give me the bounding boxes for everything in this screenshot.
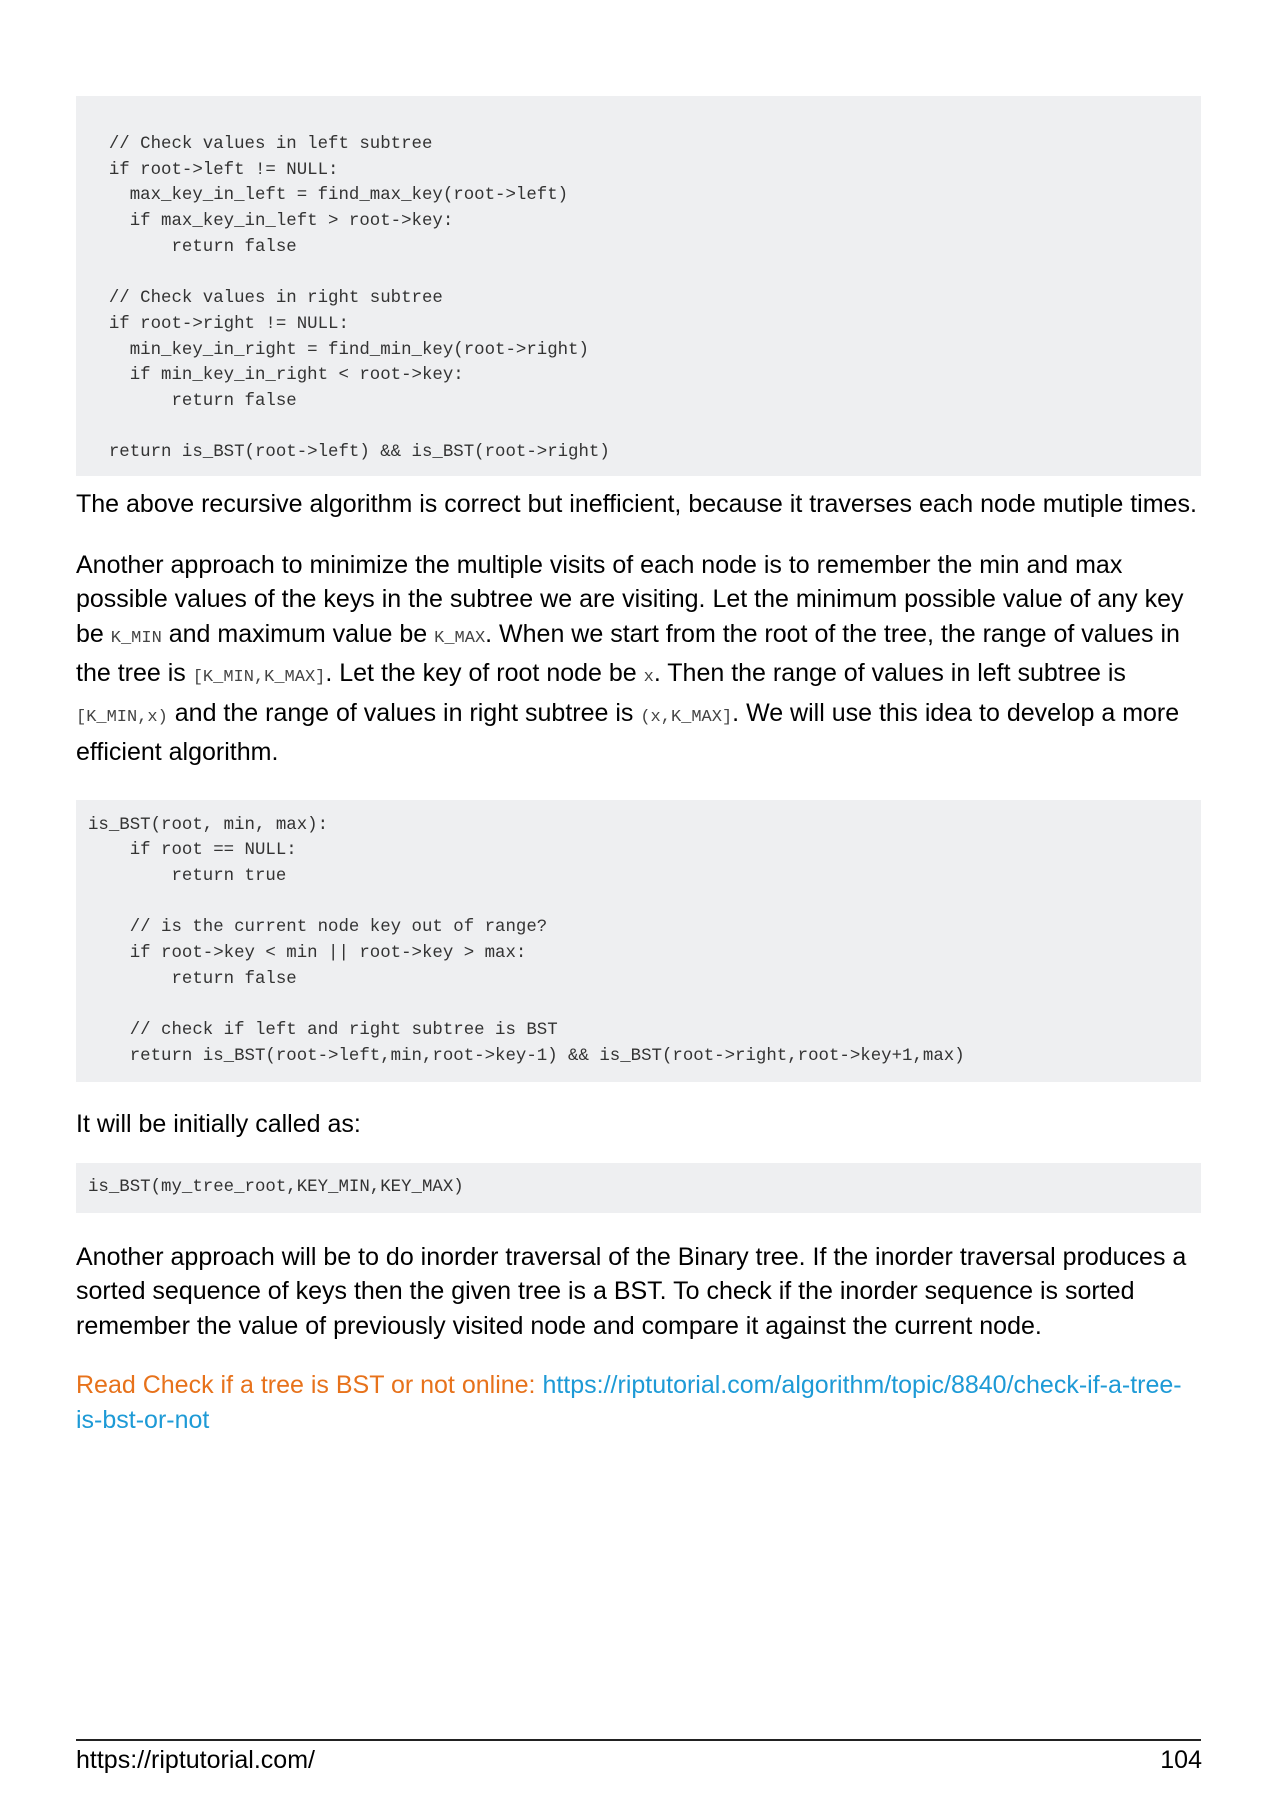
inline-code-right-range: (x,K_MAX] bbox=[640, 707, 733, 727]
read-online-prefix: Read Check if a tree is BST or not online: bbox=[76, 1371, 543, 1400]
text-run: . When we start from the root of the tree, the range of values in the tree is bbox=[76, 619, 1180, 688]
inline-code-k-max: K_MAX bbox=[434, 628, 486, 648]
read-online-link[interactable]: https://riptutorial.com/algorithm/topic/8840/check-if-a-tree-is-bst-or-not bbox=[76, 1371, 1182, 1434]
code-block-range-based bbox=[76, 800, 1201, 1082]
paragraph-minmax-approach bbox=[76, 548, 1201, 770]
paragraph-inorder: Another approach will be to do inorder traversal of the Binary tree. If the inorder traversal produces a sorted sequence of keys then the given tree is a BST. To check if the inorder sequence is sorted remember the value of previously visited node and compare it against the current node. bbox=[76, 1242, 1187, 1340]
footer-page-number: 104 bbox=[1160, 1746, 1202, 1774]
code-block-initial-call bbox=[76, 1163, 1201, 1213]
text-run: . Let the key of root node be bbox=[325, 659, 644, 688]
page-content bbox=[76, 96, 1201, 1437]
text-run: . We will use this idea to develop a more efficient algorithm. bbox=[76, 698, 1180, 767]
code-block-recursive-minmax bbox=[76, 96, 1201, 476]
text-run: Another approach to minimize the multiple visits of each node is to remember the min and max possible values of the keys in the subtree we are visiting. Let the minimum possible value of any key be bbox=[76, 550, 1184, 648]
footer-divider bbox=[76, 1739, 1201, 1741]
text-run: and maximum value be bbox=[161, 619, 435, 648]
inline-code-full-range: [K_MIN,K_MAX] bbox=[192, 668, 326, 688]
inline-code-k-min: K_MIN bbox=[110, 628, 162, 648]
inline-code-x: x bbox=[643, 668, 654, 688]
read-online-line bbox=[76, 1368, 1201, 1437]
code-text: is_BST(root, min, max): if root == NULL: return true // is the current node key out of range? if root->key < min || root->key > max: return false // check if left and right subtree is BST return is_BST(root->left,min,root->key-1) && is_BST(root->right,root->key+1,max) bbox=[88, 815, 965, 1066]
code-text: // Check values in left subtree if root->left != NULL: max_key_in_left = find_max_key(root->left) if max_key_in_left > root->key: return false // Check values in right subtree if root->right != NULL: min_key_in_right = find_min_key(root->right) if min_key_in_right < root->key: return false return is_BST(root->left) && is_BST(root->right) bbox=[108, 135, 610, 463]
text-run: . Then the range of values in left subtree is bbox=[653, 659, 1126, 688]
text-run: and the range of values in right subtree is bbox=[167, 698, 641, 727]
paragraph-inefficient: The above recursive algorithm is correct but inefficient, because it traverses each node mutiple times. bbox=[76, 490, 1197, 519]
inline-code-left-range: [K_MIN,x) bbox=[76, 707, 168, 727]
footer-site-url: https://riptutorial.com/ bbox=[76, 1746, 315, 1774]
code-text: is_BST(my_tree_root,KEY_MIN,KEY_MAX) bbox=[88, 1178, 464, 1198]
paragraph-initially-called: It will be initially called as: bbox=[76, 1109, 361, 1138]
